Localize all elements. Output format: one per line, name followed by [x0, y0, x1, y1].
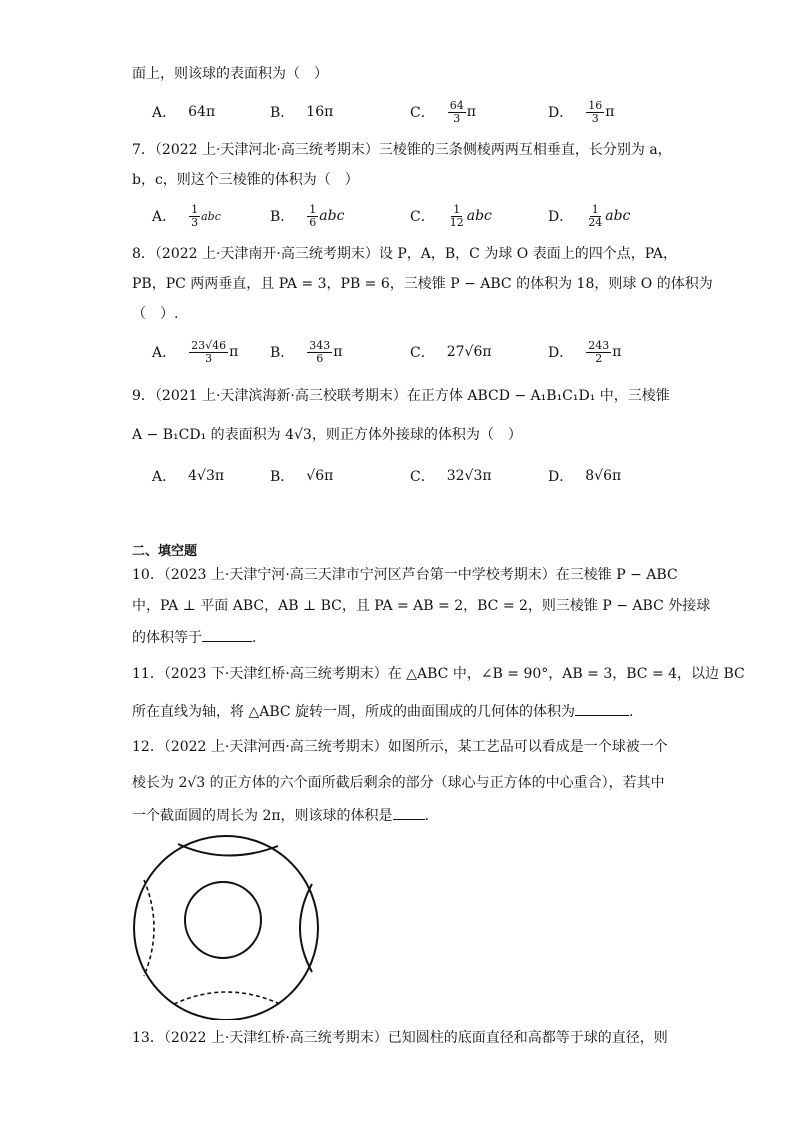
- fraction: $\frac{16}{3}$: [588, 98, 603, 125]
- q8-option-b[interactable]: B． $\frac{343}{6}$ π: [270, 338, 343, 365]
- q8-line1: 8．（2022 上·天津南开·高三统考期末）设 P，A，B，C 为球 O 表面上的四个点，PA，: [132, 246, 677, 262]
- q12-line3: 一个截面圆的周长为 2π，则该球的体积是 .: [132, 805, 429, 826]
- q7-option-a[interactable]: A． $\frac{1}{3}$ abc: [152, 202, 221, 229]
- q8-options: [152, 337, 712, 367]
- section-heading: 二、填空题: [132, 544, 198, 559]
- q9-option-a[interactable]: A． 4√3π: [152, 468, 225, 485]
- q9-line2: A − B₁CD₁ 的表面积为 4√3，则正方体外接球的体积为（ ）: [132, 427, 522, 443]
- q6-option-b[interactable]: B． 16π: [270, 104, 334, 121]
- q12-line1: 12．（2022 上·天津河西·高三统考期末）如图所示，某工艺品可以看成是一个球被一个: [132, 739, 668, 755]
- q8-option-d[interactable]: D． $\frac{243}{2}$ π: [548, 338, 622, 365]
- q12-line2: 棱长为 2√3 的正方体的六个面所截后剩余的部分（球心与正方体的中心重合），若其中: [132, 775, 665, 791]
- q6-option-d[interactable]: D． $\frac{16}{3}$ π: [548, 98, 615, 125]
- fraction: $\frac{1}{12}$: [449, 202, 464, 229]
- q9-option-b[interactable]: B． √6π: [270, 468, 334, 485]
- q6-option-c[interactable]: C． $\frac{64}{3}$ π: [410, 98, 476, 125]
- q9-option-d[interactable]: D． 8√6π: [548, 468, 622, 485]
- q7-option-d[interactable]: D． $\frac{1}{24}$ abc: [548, 202, 631, 229]
- answer-blank[interactable]: [575, 701, 629, 716]
- q7-line1: 7．（2022 上·天津河北·高三统考期末）三棱锥的三条侧棱两两互相垂直，长分别为 a，: [132, 142, 672, 158]
- q8-option-a[interactable]: A． $\frac{23√46}{3}$ π: [152, 338, 239, 365]
- q10-line2: 中，PA ⊥ 平面 ABC，AB ⊥ BC，且 PA = AB = 2，BC = 2，则三棱锥 P − ABC 外接球: [132, 598, 711, 614]
- right-cut-arc: [300, 884, 312, 972]
- bottom-cut-dashed-arc: [174, 992, 280, 1004]
- q8-line2: PB，PC 两两垂直，且 PA = 3，PB = 6，三棱锥 P − ABC 的体积为 18，则球 O 的体积为: [132, 276, 713, 292]
- fraction: $\frac{1}{6}$: [309, 202, 317, 229]
- q8-option-c[interactable]: C． 27√6π: [410, 344, 492, 361]
- fraction: $\frac{243}{2}$: [588, 338, 610, 365]
- answer-blank[interactable]: [202, 627, 252, 642]
- q6-option-a[interactable]: A． 64π: [152, 104, 216, 121]
- q10-line1: 10．（2023 上·天津宁河·高三天津市宁河区芦台第一中学校考期末）在三棱锥 P − ABC: [132, 567, 678, 583]
- top-cut-arc: [178, 844, 278, 856]
- q6-options: [152, 97, 712, 127]
- left-cut-dashed-arc: [144, 880, 154, 976]
- q6-tail: 面上，则该球的表面积为（ ）: [132, 66, 328, 82]
- sphere-outline: [134, 836, 318, 1020]
- q7-option-c[interactable]: C． $\frac{1}{12}$ abc: [410, 202, 492, 229]
- q7-option-b[interactable]: B． $\frac{1}{6}$ abc: [270, 202, 345, 229]
- fraction: $\frac{343}{6}$: [309, 338, 331, 365]
- fraction: $\frac{23√46}{3}$: [191, 338, 227, 365]
- q9-option-c[interactable]: C． 32√3π: [410, 468, 492, 485]
- front-cut-circle: [185, 882, 261, 958]
- q11-line2: 所在直线为轴，将 △ABC 旋转一周，所成的曲面围成的几何体的体积为 .: [132, 701, 634, 722]
- q10-line3: 的体积等于 .: [132, 627, 256, 648]
- q8-line3: （ ）.: [132, 306, 179, 322]
- fraction: $\frac{1}{3}$: [191, 202, 199, 229]
- q11-line1: 11．（2023 下·天津红桥·高三统考期末）在 △ABC 中，∠B = 90°，AB = 3，BC = 4，以边 BC: [132, 666, 745, 682]
- sphere-cut-figure: [130, 832, 326, 1020]
- answer-blank[interactable]: [393, 805, 425, 820]
- q7-line2: b，c，则这个三棱锥的体积为（ ）: [132, 172, 359, 188]
- q7-options: [152, 201, 712, 231]
- q13-line1: 13．（2022 上·天津红桥·高三统考期末）已知圆柱的底面直径和高都等于球的直径，则: [132, 1030, 668, 1046]
- q9-options: [152, 461, 712, 491]
- fraction: $\frac{1}{24}$: [588, 202, 603, 229]
- q9-line1: 9．（2021 上·天津滨海新·高三校联考期末）在正方体 ABCD − A₁B₁C₁D₁ 中，三棱锥: [132, 388, 670, 404]
- fraction: $\frac{64}{3}$: [449, 98, 464, 125]
